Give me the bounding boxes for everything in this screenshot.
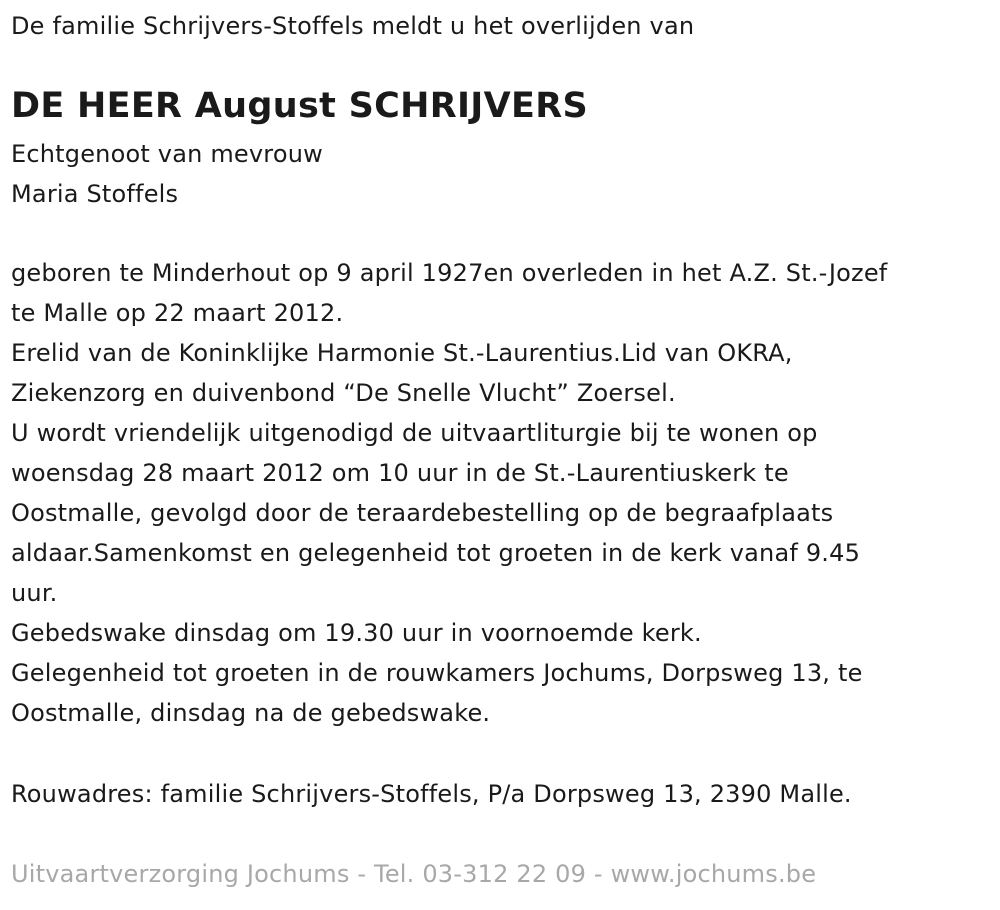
- body-line: Ziekenzorg en duivenbond “De Snelle Vlucht” Zoersel.: [11, 379, 676, 407]
- mourning-address: Rouwadres: familie Schrijvers-Stoffels, P/a Dorpsweg 13, 2390 Malle.: [11, 780, 852, 808]
- body-line: uur.: [11, 579, 58, 607]
- body-line: geboren te Minderhout op 9 april 1927en overleden in het A.Z. St.-Jozef: [11, 259, 888, 287]
- spouse-block: [11, 134, 323, 214]
- body-line: te Malle op 22 maart 2012.: [11, 299, 344, 327]
- body-line: aldaar.Samenkomst en gelegenheid tot groeten in de kerk vanaf 9.45: [11, 539, 861, 567]
- notice-body: [11, 253, 887, 733]
- body-line: Oostmalle, gevolgd door de teraardebestelling op de begraafplaats: [11, 499, 834, 527]
- spouse-line: Maria Stoffels: [11, 180, 179, 208]
- body-line: Gelegenheid tot groeten in de rouwkamers Jochums, Dorpsweg 13, te: [11, 659, 863, 687]
- intro-line: De familie Schrijvers-Stoffels meldt u het overlijden van: [11, 12, 695, 40]
- body-line: woensdag 28 maart 2012 om 10 uur in de St.-Laurentiuskerk te: [11, 459, 789, 487]
- deceased-name: DE HEER August SCHRIJVERS: [11, 86, 588, 126]
- body-line: Gebedswake dinsdag om 19.30 uur in voornoemde kerk.: [11, 619, 702, 647]
- body-line: Oostmalle, dinsdag na de gebedswake.: [11, 699, 491, 727]
- funeral-home-footer: Uitvaartverzorging Jochums - Tel. 03-312 22 09 - www.jochums.be: [11, 860, 817, 888]
- spouse-line: Echtgenoot van mevrouw: [11, 140, 323, 168]
- body-line: U wordt vriendelijk uitgenodigd de uitvaartliturgie bij te wonen op: [11, 419, 818, 447]
- body-line: Erelid van de Koninklijke Harmonie St.-Laurentius.Lid van OKRA,: [11, 339, 793, 367]
